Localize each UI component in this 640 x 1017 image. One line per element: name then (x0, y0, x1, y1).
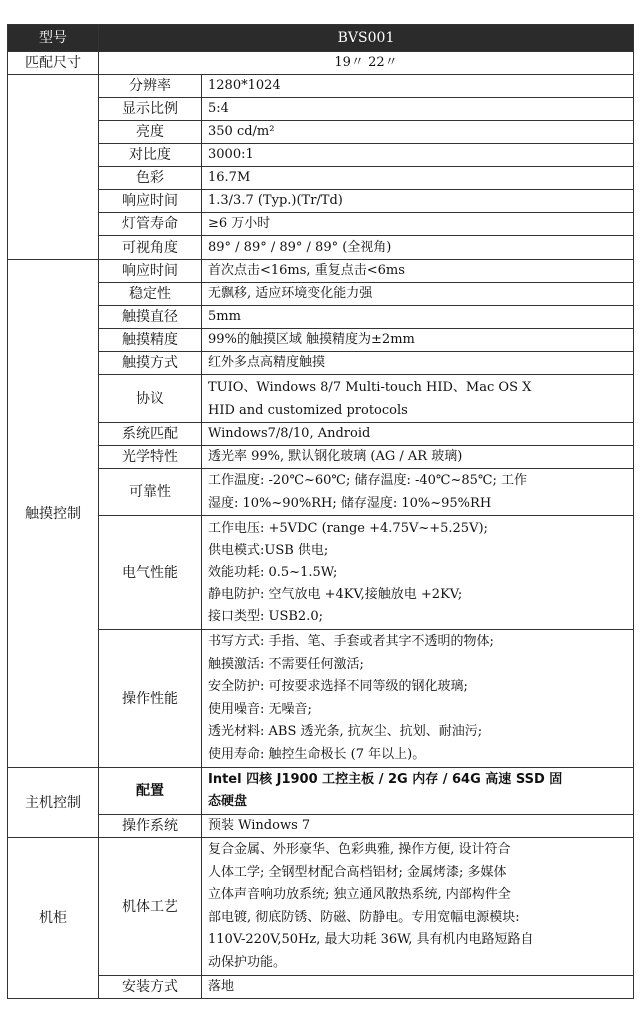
row-value: 3000:1 (202, 144, 634, 167)
row-value: Intel 四核 J1900 工控主板 / 2G 内存 / 64G 高速 SSD 固 态硬盘 (202, 768, 634, 815)
row-value: 无飘移, 适应环境变化能力强 (202, 283, 634, 306)
row-value: 1280*1024 (202, 75, 634, 98)
row-value: 落地 (202, 976, 634, 999)
row-label: 触摸精度 (99, 329, 202, 352)
table-row (8, 167, 634, 190)
row-label: 机体工艺 (99, 838, 202, 976)
table-row (8, 329, 634, 352)
table-row (8, 375, 634, 423)
table-row (8, 75, 634, 98)
model-value: BVS001 (99, 25, 634, 52)
table-row (8, 236, 634, 260)
table-row (8, 213, 634, 236)
row-value: 红外多点高精度触摸 (202, 352, 634, 375)
table-row (8, 446, 634, 469)
table-row (8, 260, 634, 283)
row-label: 安装方式 (99, 976, 202, 999)
table-row (8, 98, 634, 121)
row-label: 光学特性 (99, 446, 202, 469)
row-label: 稳定性 (99, 283, 202, 306)
row-value: 透光率 99%, 默认钢化玻璃 (AG / AR 玻璃) (202, 446, 634, 469)
row-value: Windows7/8/10, Android (202, 423, 634, 446)
row-value: 5:4 (202, 98, 634, 121)
row-label: 可视角度 (99, 236, 202, 260)
size-row (8, 52, 634, 75)
model-row (8, 25, 634, 52)
row-label: 配置 (99, 768, 202, 815)
size-value: 19〃 22〃 (99, 52, 634, 75)
touch-group-label: 触摸控制 (8, 260, 99, 768)
row-label: 电气性能 (99, 516, 202, 630)
row-value: 5mm (202, 306, 634, 329)
table-row (8, 283, 634, 306)
row-value: 工作温度: -20℃~60℃; 储存温度: -40℃~85℃; 工作 湿度: 10%~90%RH; 储存湿度: 10%~95%RH (202, 469, 634, 516)
table-row (8, 838, 634, 976)
row-label: 灯管寿命 (99, 213, 202, 236)
row-label: 系统匹配 (99, 423, 202, 446)
table-row (8, 121, 634, 144)
row-label: 操作性能 (99, 630, 202, 768)
row-value: 1.3/3.7 (Typ.)(Tr/Td) (202, 190, 634, 213)
row-label: 对比度 (99, 144, 202, 167)
table-row (8, 306, 634, 329)
table-row (8, 815, 634, 838)
row-label: 色彩 (99, 167, 202, 190)
table-row (8, 976, 634, 999)
table-row (8, 144, 634, 167)
host-group-label: 主机控制 (8, 768, 99, 838)
row-value: ≥6 万小时 (202, 213, 634, 236)
row-label: 触摸直径 (99, 306, 202, 329)
row-value: TUIO、Windows 8/7 Multi-touch HID、Mac OS X HID and customized protocols (202, 375, 634, 423)
row-value: 复合金属、外形豪华、色彩典雅, 操作方便, 设计符合 人体工学; 全钢型材配合高档铝材; 金属烤漆; 多媒体 立体声音响功放系统; 独立通风散热系统, 内部构件全 部电镀, 彻底防锈、防磁、防静电。专用宽幅电源模块: 110V-220V,50Hz, 最大功耗 36W, 具有机内电路短路自 动保护功能。 (202, 838, 634, 976)
size-label: 匹配尺寸 (8, 52, 99, 75)
row-value: 工作电压: +5VDC (range +4.75V~+5.25V); 供电模式:USB 供电; 效能功耗: 0.5~1.5W; 静电防护: 空气放电 +4KV,接触放电 +2KV; 接口类型: USB2.0; (202, 516, 634, 630)
spec-table (7, 24, 634, 999)
table-row (8, 352, 634, 375)
row-value: 89° / 89° / 89° / 89° (全视角) (202, 236, 634, 260)
row-label: 触摸方式 (99, 352, 202, 375)
row-value: 350 cd/m² (202, 121, 634, 144)
row-label: 协议 (99, 375, 202, 423)
row-label: 分辨率 (99, 75, 202, 98)
table-row (8, 469, 634, 516)
model-label: 型号 (8, 25, 99, 52)
row-label: 亮度 (99, 121, 202, 144)
table-row (8, 516, 634, 630)
row-value: 99%的触摸区域 触摸精度为±2mm (202, 329, 634, 352)
row-label: 操作系统 (99, 815, 202, 838)
cabinet-group-label: 机柜 (8, 838, 99, 999)
row-label: 显示比例 (99, 98, 202, 121)
row-value: 首次点击<16ms, 重复点击<6ms (202, 260, 634, 283)
table-row (8, 423, 634, 446)
table-row (8, 630, 634, 768)
row-value: 预装 Windows 7 (202, 815, 634, 838)
row-value: 书写方式: 手指、笔、手套或者其字不透明的物体; 触摸激活: 不需要任何激活; 安全防护: 可按要求选择不同等级的钢化玻璃; 使用噪音: 无噪音; 透光材料: ABS 透光条, 抗灰尘、抗划、耐油污; 使用寿命: 触控生命极长 (7 年以上)。 (202, 630, 634, 768)
row-label: 响应时间 (99, 190, 202, 213)
display-group-cell (8, 75, 99, 260)
table-row (8, 768, 634, 815)
row-label: 响应时间 (99, 260, 202, 283)
row-value: 16.7M (202, 167, 634, 190)
table-row (8, 190, 634, 213)
row-label: 可靠性 (99, 469, 202, 516)
